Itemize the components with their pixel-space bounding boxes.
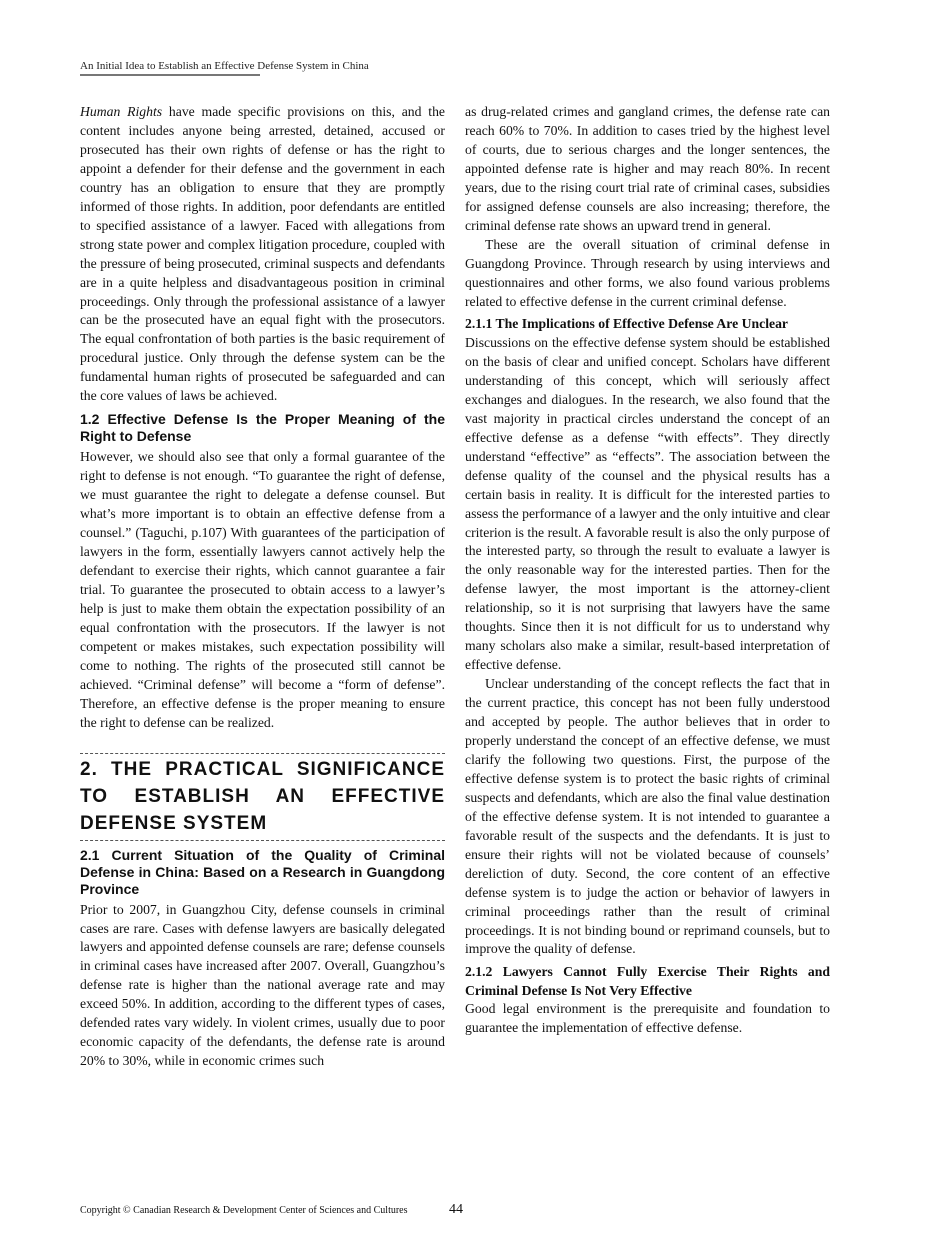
paragraph: as drug-related crimes and gangland crimes, the defense rate can reach 60% to 70%. In addition to cases tried by the highest level of courts, due to serious charges and the longer sentences, the appointed defense rate is higher and may reach 80%. In recent years, due to the rising court trial rate of criminal cases, subsidies for assigned defense counsels are also increasing; therefore, the criminal defense rate shows an upward trend in general. — [465, 104, 830, 233]
right-column — [465, 103, 830, 1038]
section-heading-2-1: 2.1 Current Situation of the Quality of Criminal Defense in China: Based on a Research in Guangdong Province — [80, 846, 445, 897]
header-rule — [80, 74, 260, 76]
paragraph: However, we should also see that only a formal guarantee of the right to defense is not enough. “To guarantee the right of defense, we must guarantee the right to delegate a defense counsel. But what’s more important is to obtain an effective defense from a counsel.” (Taguchi, p.107) With guarantees of the participation of lawyers in the form, essentially lawyers cannot actively help the defendant to exercise their rights, which cannot guarantee a fair trial. To guarantee the prosecuted to obtain access to a lawyer’s help is just to make them obtain the expectation possibility of an equal confrontation with the prosecutors. If the lawyer is not competent or makes mistakes, such expectation possibility will come to nothing. The rights of the prosecuted still cannot be achieved. “Criminal defense” will become a “form of defense”. Therefore, an effective defense is the proper meaning to ensure the right to defense can be realized. — [80, 449, 445, 730]
paragraph: Unclear understanding of the concept reflects the fact that in the current practice, this concept has not been fully understood and accepted by people. The author believes that in order to properly understand the concept of an effective defense, we must clarify the following two questions. First, the purpose of the effective defense system is to protect the basic rights of criminal suspects and defendants, which are also the final value destination of the effective defense system. It is not intended to guarantee a favorable result of the suspects and the defendants. It is just to ensure their rights will not be violated because of counsels’ dereliction of duty. Second, the core content of an effective defense system is to judge the action or behavior of lawyers in criminal proceedings rather than the result of criminal proceedings. It is not binding bound or reprimand counsels, but to improve the quality of defense. — [465, 676, 830, 957]
running-header: An Initial Idea to Establish an Effective Defense System in China — [80, 60, 369, 72]
paragraph: These are the overall situation of criminal defense in Guangdong Province. Through research by using interviews and questionnaires and other forms, we also found various problems related to effective defense in the current criminal defense. — [465, 236, 830, 309]
paragraph: Prior to 2007, in Guangzhou City, defense counsels in criminal cases are rare. Cases with defense lawyers are basically delegated lawyers and appointed defense counsels are rare; defense counsels in criminal cases have increased after 2007. Overall, Guangzhou’s defense rate is higher than the national average rate and may exceed 50%. In addition, according to the different types of cases, defended rates vary widely. In violent crimes, usually due to poor economic capacity of the defendants, the defense rate is around 20% to 30%, while in economic crimes such — [80, 901, 445, 1069]
page-number: 44 — [449, 1202, 463, 1217]
section-heading-2-1-2: 2.1.2 Lawyers Cannot Fully Exercise Their Rights and Criminal Defense Is Not Very Effective — [465, 964, 830, 998]
copyright-footer: Copyright © Canadian Research & Development Center of Sciences and Cultures — [80, 1205, 408, 1216]
paragraph: Discussions on the effective defense system should be established on the basis of clear and unified concept. Scholars have different understanding of this concept, which will seriously affect exchanges and dialogues. In the research, we also found that the vast majority in practical circles understand the concept of an effective defense as a defense “with effects”. They directly understand “effective” as “effects”. The association between the defense quality of the counsel and the physical results has a certain basis in reality. It is difficult for the interested parties to assess the performance of a lawyer and the only intuitive and clear criterion is the result. A favorable result is also the only purpose of the interested party, so through the result to evaluate a lawyer is the only reasonable way for the interested parties. Then for the defense lawyer, the most important is the attorney-client relationship, so it is not surprising that lawyers have the same thoughts. Since then it is not difficult for us to understand why many scholars also make a similar, result-based interpretation of effective defense. — [465, 334, 830, 673]
section-heading-1-2: 1.2 Effective Defense Is the Proper Meaning of the Right to Defense — [80, 411, 445, 445]
italic-title: Human Rights — [80, 104, 163, 119]
paragraph: Human Rights have made specific provisions on this, and the content includes anyone being arrested, detained, accused or prosecuted has their own rights of defense or has the right to appoint a defender for their defense and the government in each country has an obligation to ensure that they are promptly informed of those rights. In addition, poor defendants are entitled to specified assistance of a lawyer. Faced with allegations from strong state power and complex litigation procedure, coupled with the pressure of being prosecuted, criminal suspects and defendants are in a quite helpless and disadvantageous position in criminal proceedings. Only through the professional assistance of a lawyer can be the prosecuted have an equal fight with the prosecutors. The equal confrontation of both parties is the basic requirement of procedural justice. Only through the defense system can be the fundamental human rights of prosecuted be safeguarded and can the core values of laws be achieved. — [80, 104, 445, 404]
section-heading-2-1-1: 2.1.1 The Implications of Effective Defense Are Unclear — [465, 316, 788, 332]
left-column — [80, 103, 445, 1071]
paragraph: Good legal environment is the prerequisite and foundation to guarantee the implementation of effective defense. — [465, 1001, 830, 1036]
section-heading-2: 2. THE PRACTICAL SIGNIFICANCE TO ESTABLISH AN EFFECTIVE DEFENSE SYSTEM — [80, 753, 445, 841]
